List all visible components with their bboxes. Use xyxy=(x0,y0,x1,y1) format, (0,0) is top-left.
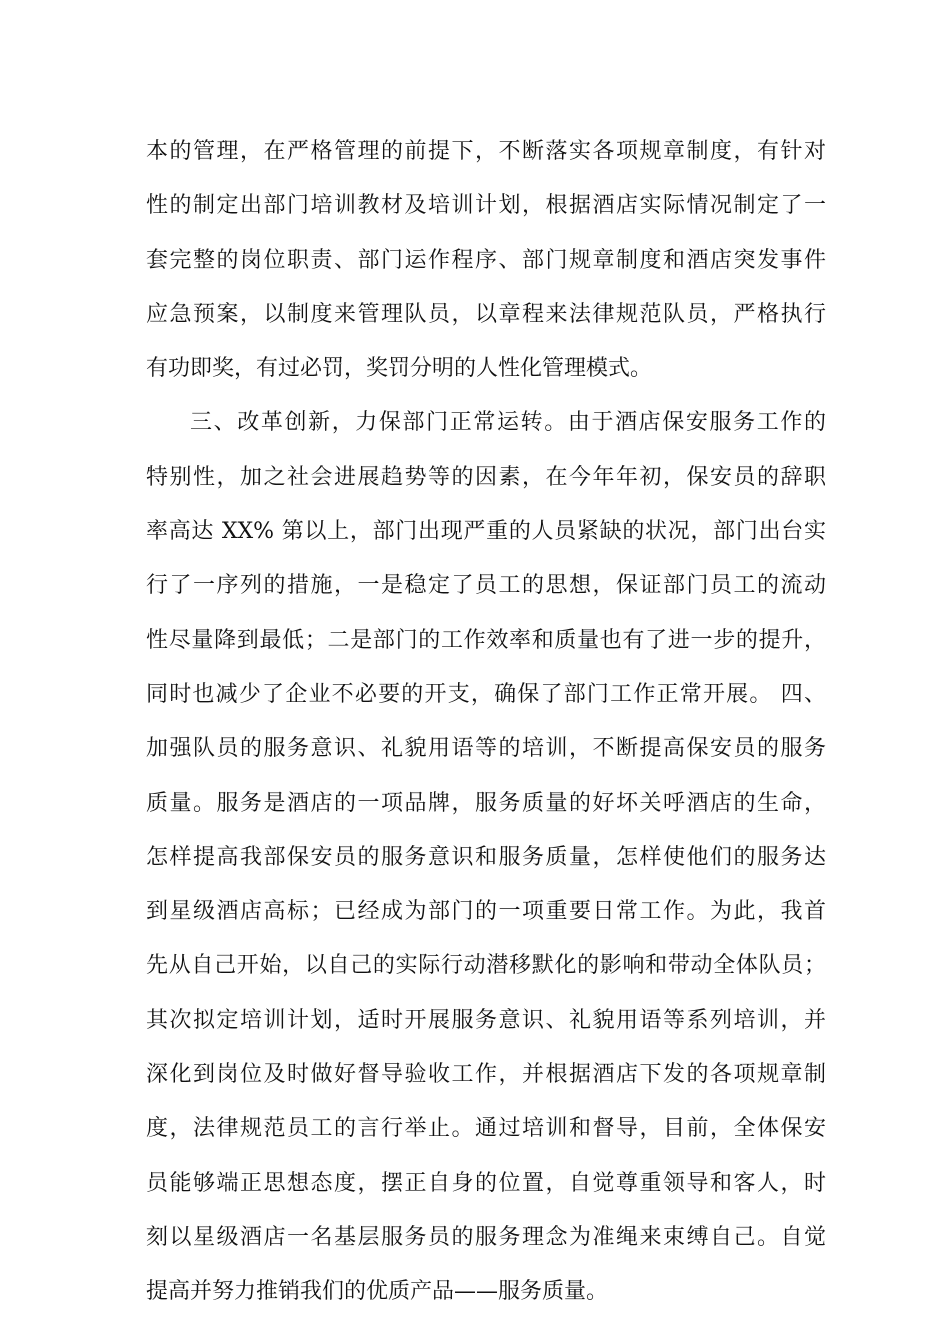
paragraph-end-line: 有功即奖，有过必罚，奖罚分明的人性化管理模式。 xyxy=(146,356,653,382)
text-line: 同时也减少了企业不必要的开支，确保了部门工作正常开展。 四、 xyxy=(146,681,826,707)
text-line: 怎样提高我部保安员的服务意识和服务质量，怎样使他们的服务达 xyxy=(146,844,826,870)
text-line: 性的制定出部门培训教材及培训计划，根据酒店实际情况制定了一 xyxy=(146,193,826,219)
text-line: 质量。服务是酒店的一项品牌，服务质量的好坏关呼酒店的生命， xyxy=(146,790,826,816)
text-line: 特别性，加之社会进展趋势等的因素，在今年年初，保安员的辞职 xyxy=(146,464,826,490)
text-line: 度，法律规范员工的言行举止。通过培训和督导，目前，全体保安 xyxy=(146,1116,826,1142)
text-line: 本的管理，在严格管理的前提下，不断落实各项规章制度，有针对 xyxy=(146,139,826,164)
text-line: 率高达 XX% 第以上，部门出现严重的人员紧缺的状况，部门出台实 xyxy=(146,519,826,545)
text-line: 其次拟定培训计划，适时开展服务意识、礼貌用语等系列培训，并 xyxy=(146,1007,826,1033)
text-line: 性尽量降到最低；二是部门的工作效率和质量也有了进一步的提升， xyxy=(146,627,826,653)
text-line: 深化到岗位及时做好督导验收工作，并根据酒店下发的各项规章制 xyxy=(146,1062,826,1088)
text-line: 先从自己开始，以自己的实际行动潜移默化的影响和带动全体队员； xyxy=(146,953,826,979)
paragraph-start-line: 三、改革创新，力保部门正常运转。由于酒店保安服务工作的 xyxy=(190,410,826,436)
text-line: 套完整的岗位职责、部门运作程序、部门规章制度和酒店突发事件 xyxy=(146,247,826,273)
text-line: 到星级酒店高标；已经成为部门的一项重要日常工作。为此，我首 xyxy=(146,899,826,925)
text-line: 员能够端正思想态度，摆正自身的位置，自觉尊重领导和客人，时 xyxy=(146,1170,826,1196)
text-line: 应急预案，以制度来管理队员，以章程来法律规范队员，严格执行 xyxy=(146,301,826,327)
text-line: 行了一序列的措施，一是稳定了员工的思想，保证部门员工的流动 xyxy=(146,573,826,599)
text-line: 刻以星级酒店一名基层服务员的服务理念为准绳来束缚自己。自觉 xyxy=(146,1224,826,1250)
text-line: 加强队员的服务意识、礼貌用语等的培训，不断提高保安员的服务 xyxy=(146,736,826,762)
body-text xyxy=(146,130,826,1325)
paragraph-end-line: 提高并努力推销我们的优质产品——服务质量。 xyxy=(146,1279,609,1305)
